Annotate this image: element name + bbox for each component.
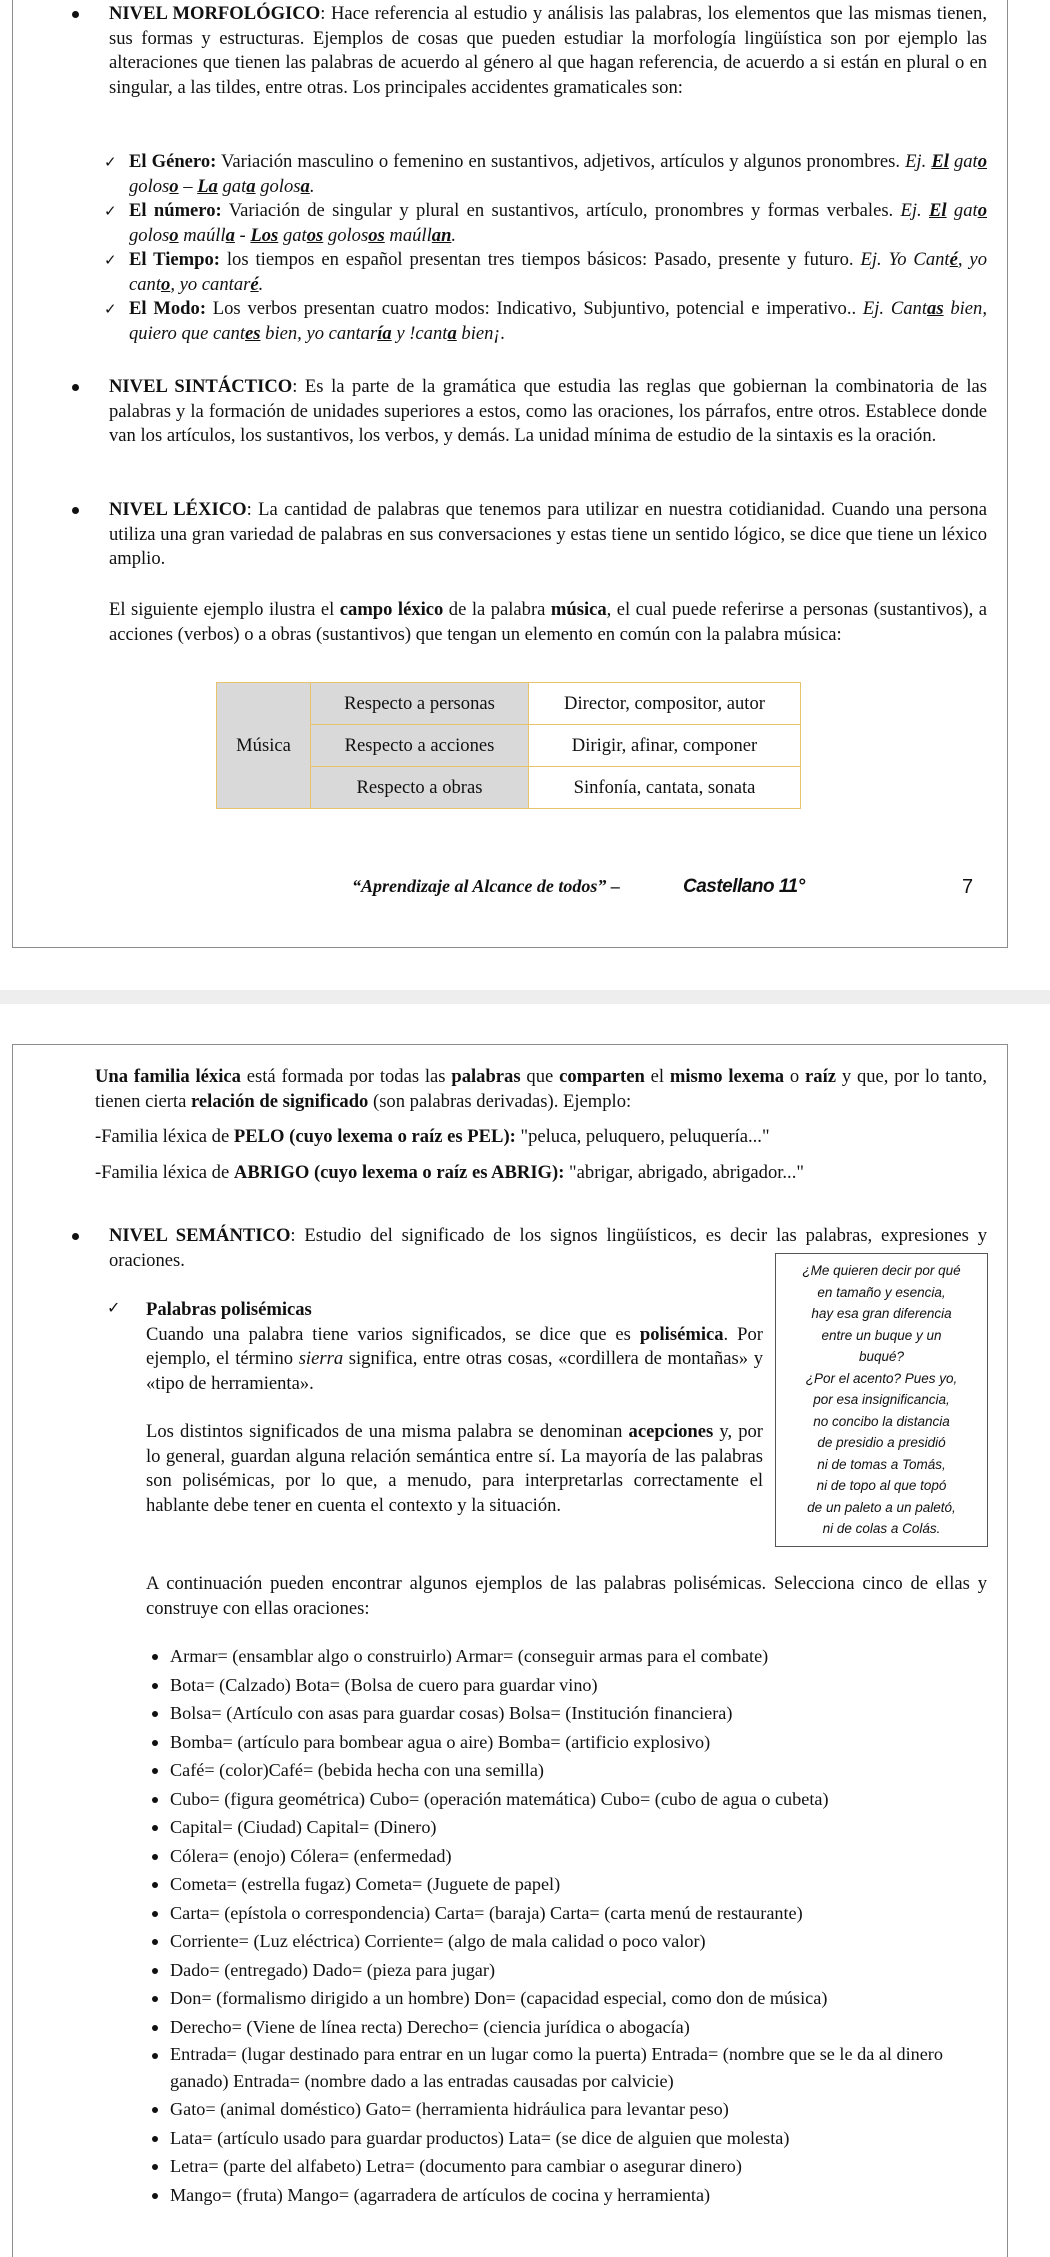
lexico-label: NIVEL LÉXICO — [109, 499, 247, 520]
list-item: Bolsa= (Artículo con asas para guardar cosas) Bolsa= (Institución financiera) — [170, 1699, 987, 1728]
list-item: Gato= (animal doméstico) Gato= (herramienta hidráulica para levantar peso) — [170, 2095, 987, 2124]
bullet-icon — [72, 384, 79, 391]
bullet-icon — [72, 11, 79, 18]
table-cell: Respecto a obras — [311, 767, 529, 809]
footer-title: “Aprendizaje al Alcance de todos” – — [352, 876, 620, 896]
list-item: Café= (color)Café= (bebida hecha con una semilla) — [170, 1756, 987, 1785]
list-item: Armar= (ensamblar algo o construirlo) Armar= (conseguir armas para el combate) — [170, 1642, 987, 1671]
table-cell: Respecto a acciones — [311, 725, 529, 767]
list-item: Cometa= (estrella fugaz) Cometa= (Juguete de papel) — [170, 1870, 987, 1899]
morfologico-text: : Hace referencia al estudio y análisis las palabras, los elementos que las mismas tienen, sus formas y estructuras. Ejemplos de cosas que pueden estudiar la morfología lingüística son por ejemplo las alteraciones que tienen las palabras de acuerdo al género al que hagan referencia, de acuerdo a si están en plural o en singular, a las tildes, entre otras. Los principales accidentes gramaticales son: — [109, 3, 988, 98]
lexico-text: : La cantidad de palabras que tenemos para utilizar en nuestra cotidianidad. Cuando una persona utiliza una gran variedad de palabras en sus conversaciones y estas tiene un sentido lógico, se dice que tiene un léxico amplio. — [109, 499, 987, 569]
list-item: Bomba= (artículo para bombear agua o aire) Bomba= (artificio explosivo) — [170, 1728, 987, 1757]
list-item: Letra= (parte del alfabeto) Letra= (documento para cambiar o asegurar dinero) — [170, 2152, 987, 2181]
list-item: ✓ El Género: Variación masculino o femenino en sustantivos, adjetivos, artículos y algunos pronombres. Ej. El gato goloso – La gata golosa. — [104, 151, 987, 197]
ejemplos-list — [170, 1642, 987, 2209]
table-row — [217, 683, 801, 725]
list-item: Entrada= (lugar destinado para entrar en un lugar como la puerta) Entrada= (nombre que se le da al dinero ganado) Entrada= (nombre dado a las entradas causadas por calvicie) — [170, 2041, 987, 2095]
list-item: Don= (formalismo dirigido a un hombre) Don= (capacidad especial, como don de música) — [170, 1984, 987, 2013]
ejemplos-intro: A continuación pueden encontrar algunos ejemplos de las palabras polisémicas. Selecciona cinco de ellas y construye con ellas oraciones: — [146, 1573, 987, 1619]
list-item: ✓ El Tiempo: los tiempos en español presentan tres tiempos básicos: Pasado, presente y futuro. Ej. Yo Canté, yo canto, yo cantaré. — [104, 249, 987, 295]
table-cell: Sinfonía, cantata, sonata — [529, 767, 801, 809]
check-icon: ✓ — [104, 202, 117, 220]
list-item: Dado= (entregado) Dado= (pieza para jugar) — [170, 1956, 987, 1985]
campo-lexico-table — [216, 682, 801, 809]
table-cell: Respecto a personas — [311, 683, 529, 725]
footer-course: Castellano 11° — [683, 876, 805, 897]
check-icon: ✓ — [104, 153, 117, 171]
bullet-icon — [72, 507, 79, 514]
list-item: Lata= (artículo usado para guardar productos) Lata= (se dice de alguien que molesta) — [170, 2124, 987, 2153]
polisemicas-title: Palabras polisémicas — [146, 1299, 312, 1320]
list-item: ✓ El Modo: Los verbos presentan cuatro modos: Indicativo, Subjuntivo, potencial e imperativo.. Ej. Cantas bien, quiero que cantes bien, yo cantaría y !canta bien¡. — [104, 298, 987, 344]
check-icon: ✓ — [107, 1298, 121, 1317]
morfologico-label: NIVEL MORFOLÓGICO — [109, 3, 321, 24]
bullet-icon — [72, 1233, 79, 1240]
sintactico-text: : Es la parte de la gramática que estudia las reglas que gobiernan la combinatoria de las palabras y la formación de unidades superiores a estos, como las oraciones, los párrafos, entre otros. Establece donde van los artículos, los sustantivos, los verbos, y demás. La unidad mínima de estudio de la sintaxis es la oración. — [109, 376, 987, 446]
sintactico-section — [95, 375, 987, 449]
page-number: 7 — [962, 876, 974, 898]
semantico-label: NIVEL SEMÁNTICO — [109, 1225, 291, 1246]
polisemicas-block: ✓ Palabras polisémicas Cuando una palabra tiene varios significados, se dice que es polisémica. Por ejemplo, el término sierra significa, entre otras cosas, «cordillera de montañas» y «tipo de herramienta». Los distintos significados de una misma palabra se denominan acepciones y, por lo general, guardan alguna relación semántica entre sí. La mayoría de las palabras son polisémicas, por lo que, a menudo, para interpretarlas correctamente el hablante debe tener en cuenta el contexto y la situación. — [107, 1298, 763, 1516]
familia-lexica: Una familia léxica está formada por todas las palabras que comparten el mismo lexema o raíz y que, por lo tanto, tienen cierta relación de significado (son palabras derivadas). Ejemplo: -Familia léxica de PELO (cuyo lexema o raíz es PEL): "peluca, peluquero, peluquería..." -Familia léxica de ABRIGO (cuyo lexema o raíz es ABRIG): "abrigar, abrigado, abrigador..." — [95, 1066, 987, 1183]
page-separator — [0, 990, 1050, 1004]
check-icon: ✓ — [104, 300, 117, 318]
check-icon: ✓ — [104, 251, 117, 269]
list-item: Cubo= (figura geométrica) Cubo= (operación matemática) Cubo= (cubo de agua o cubeta) — [170, 1785, 987, 1814]
list-item: Mango= (fruta) Mango= (agarradera de artículos de cocina y herramienta) — [170, 2181, 987, 2210]
list-item: Corriente= (Luz eléctrica) Corriente= (algo de mala calidad o poco valor) — [170, 1927, 987, 1956]
list-item: Carta= (epístola o correspondencia) Carta= (baraja) Carta= (carta menú de restaurante) — [170, 1899, 987, 1928]
list-item: Cólera= (enojo) Cólera= (enfermedad) — [170, 1842, 987, 1871]
table-cell: Dirigir, afinar, componer — [529, 725, 801, 767]
list-item: Bota= (Calzado) Bota= (Bolsa de cuero para guardar vino) — [170, 1671, 987, 1700]
table-cell: Director, compositor, autor — [529, 683, 801, 725]
lexico-section — [95, 498, 987, 572]
semantico-text: : Estudio del significado de los signos lingüísticos, es decir las palabras, expresiones y oraciones. — [109, 1225, 987, 1271]
list-item: Capital= (Ciudad) Capital= (Dinero) — [170, 1813, 987, 1842]
morfologico-section — [95, 2, 987, 100]
sintactico-label: NIVEL SINTÁCTICO — [109, 376, 293, 397]
list-item: Derecho= (Viene de línea recta) Derecho= (ciencia jurídica o abogacía) — [170, 2013, 987, 2042]
lexico-ejemplo: El siguiente ejemplo ilustra el campo léxico de la palabra música, el cual puede referirse a personas (sustantivos), a acciones (verbos) o a obras (sustantivos) que tengan un elemento en común con la palabra música: — [109, 599, 987, 645]
accidentes-list — [104, 150, 987, 346]
table-head-cell: Música — [217, 683, 311, 809]
poem-quote-box: ¿Me quieren decir por qué en tamaño y esencia, hay esa gran diferencia entre un buque y un buqué? ¿Por el acento? Pues yo, por esa insignificancia, no concibo la distancia de presidio a presidió ni de tomas a Tomás, ni de topo al que topó de un paleto a un paletó, ni de colas a Colás. — [775, 1253, 988, 1547]
list-item: ✓ El número: Variación de singular y plural en sustantivos, artículo, pronombres y formas verbales. Ej. El gato goloso maúlla - Los gatos golosos maúllan. — [104, 200, 987, 246]
